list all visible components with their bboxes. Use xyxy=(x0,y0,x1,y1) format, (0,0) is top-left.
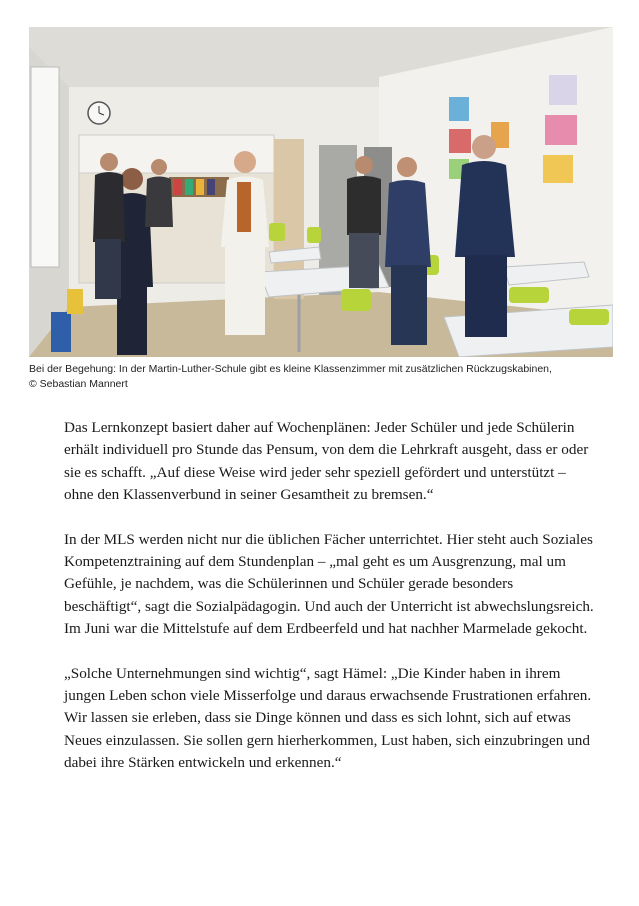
article-photo xyxy=(29,27,613,357)
caption-text: Bei der Begehung: In der Martin-Luther-Schule gibt es kleine Klassenzimmer mit zusätzlichen Rückzugskabinen, xyxy=(29,363,552,375)
photo-caption xyxy=(29,362,613,392)
classroom-photo-illustration xyxy=(29,27,613,357)
caption-credit: © Sebastian Mannert xyxy=(29,378,128,390)
article-paragraph: In der MLS werden nicht nur die üblichen Fächer unterrichtet. Hier steht auch Soziales Kompetenztraining auf dem Stundenplan – „mal geht es um Ausgrenzung, mal um Gefühle, je nachdem, was die Schülerinnen und Schüler gerade besonders beschäftigt“, sagt die Sozialpädagogin. Und auch der Unterricht ist abwechslungsreich. Im Juni war die Mittelstufe auf dem Erdbeerfeld und hat nachher Marmelade gekocht. xyxy=(64,530,594,638)
article-paragraph: Das Lernkonzept basiert daher auf Wochenplänen: Jeder Schüler und jede Schülerin erhält individuell pro Stunde das Pensum, von dem die Lehrkraft ausgeht, dass er oder sie es schafft. „Auf diese Weise wird jeder sehr speziell gefördert und unterstützt – ohne den Klassenverbund in seiner Gesamtheit zu bremsen.“ xyxy=(64,419,589,504)
article-paragraph: „Solche Unternehmungen sind wichtig“, sagt Hämel: „Die Kinder haben in ihrem jungen Leben schon viele Misserfolge und daraus erwachsende Frustrationen erfahren. Wir lassen sie erleben, dass sie Dinge können und dass es sich lohnt, sich auf etwas Neues einzulassen. Sie sollen gern hierherkommen, Lust haben, sich einzubringen und dabei ihre Stärken entwickeln und erkennen.“ xyxy=(64,664,592,772)
article-body xyxy=(64,417,594,797)
